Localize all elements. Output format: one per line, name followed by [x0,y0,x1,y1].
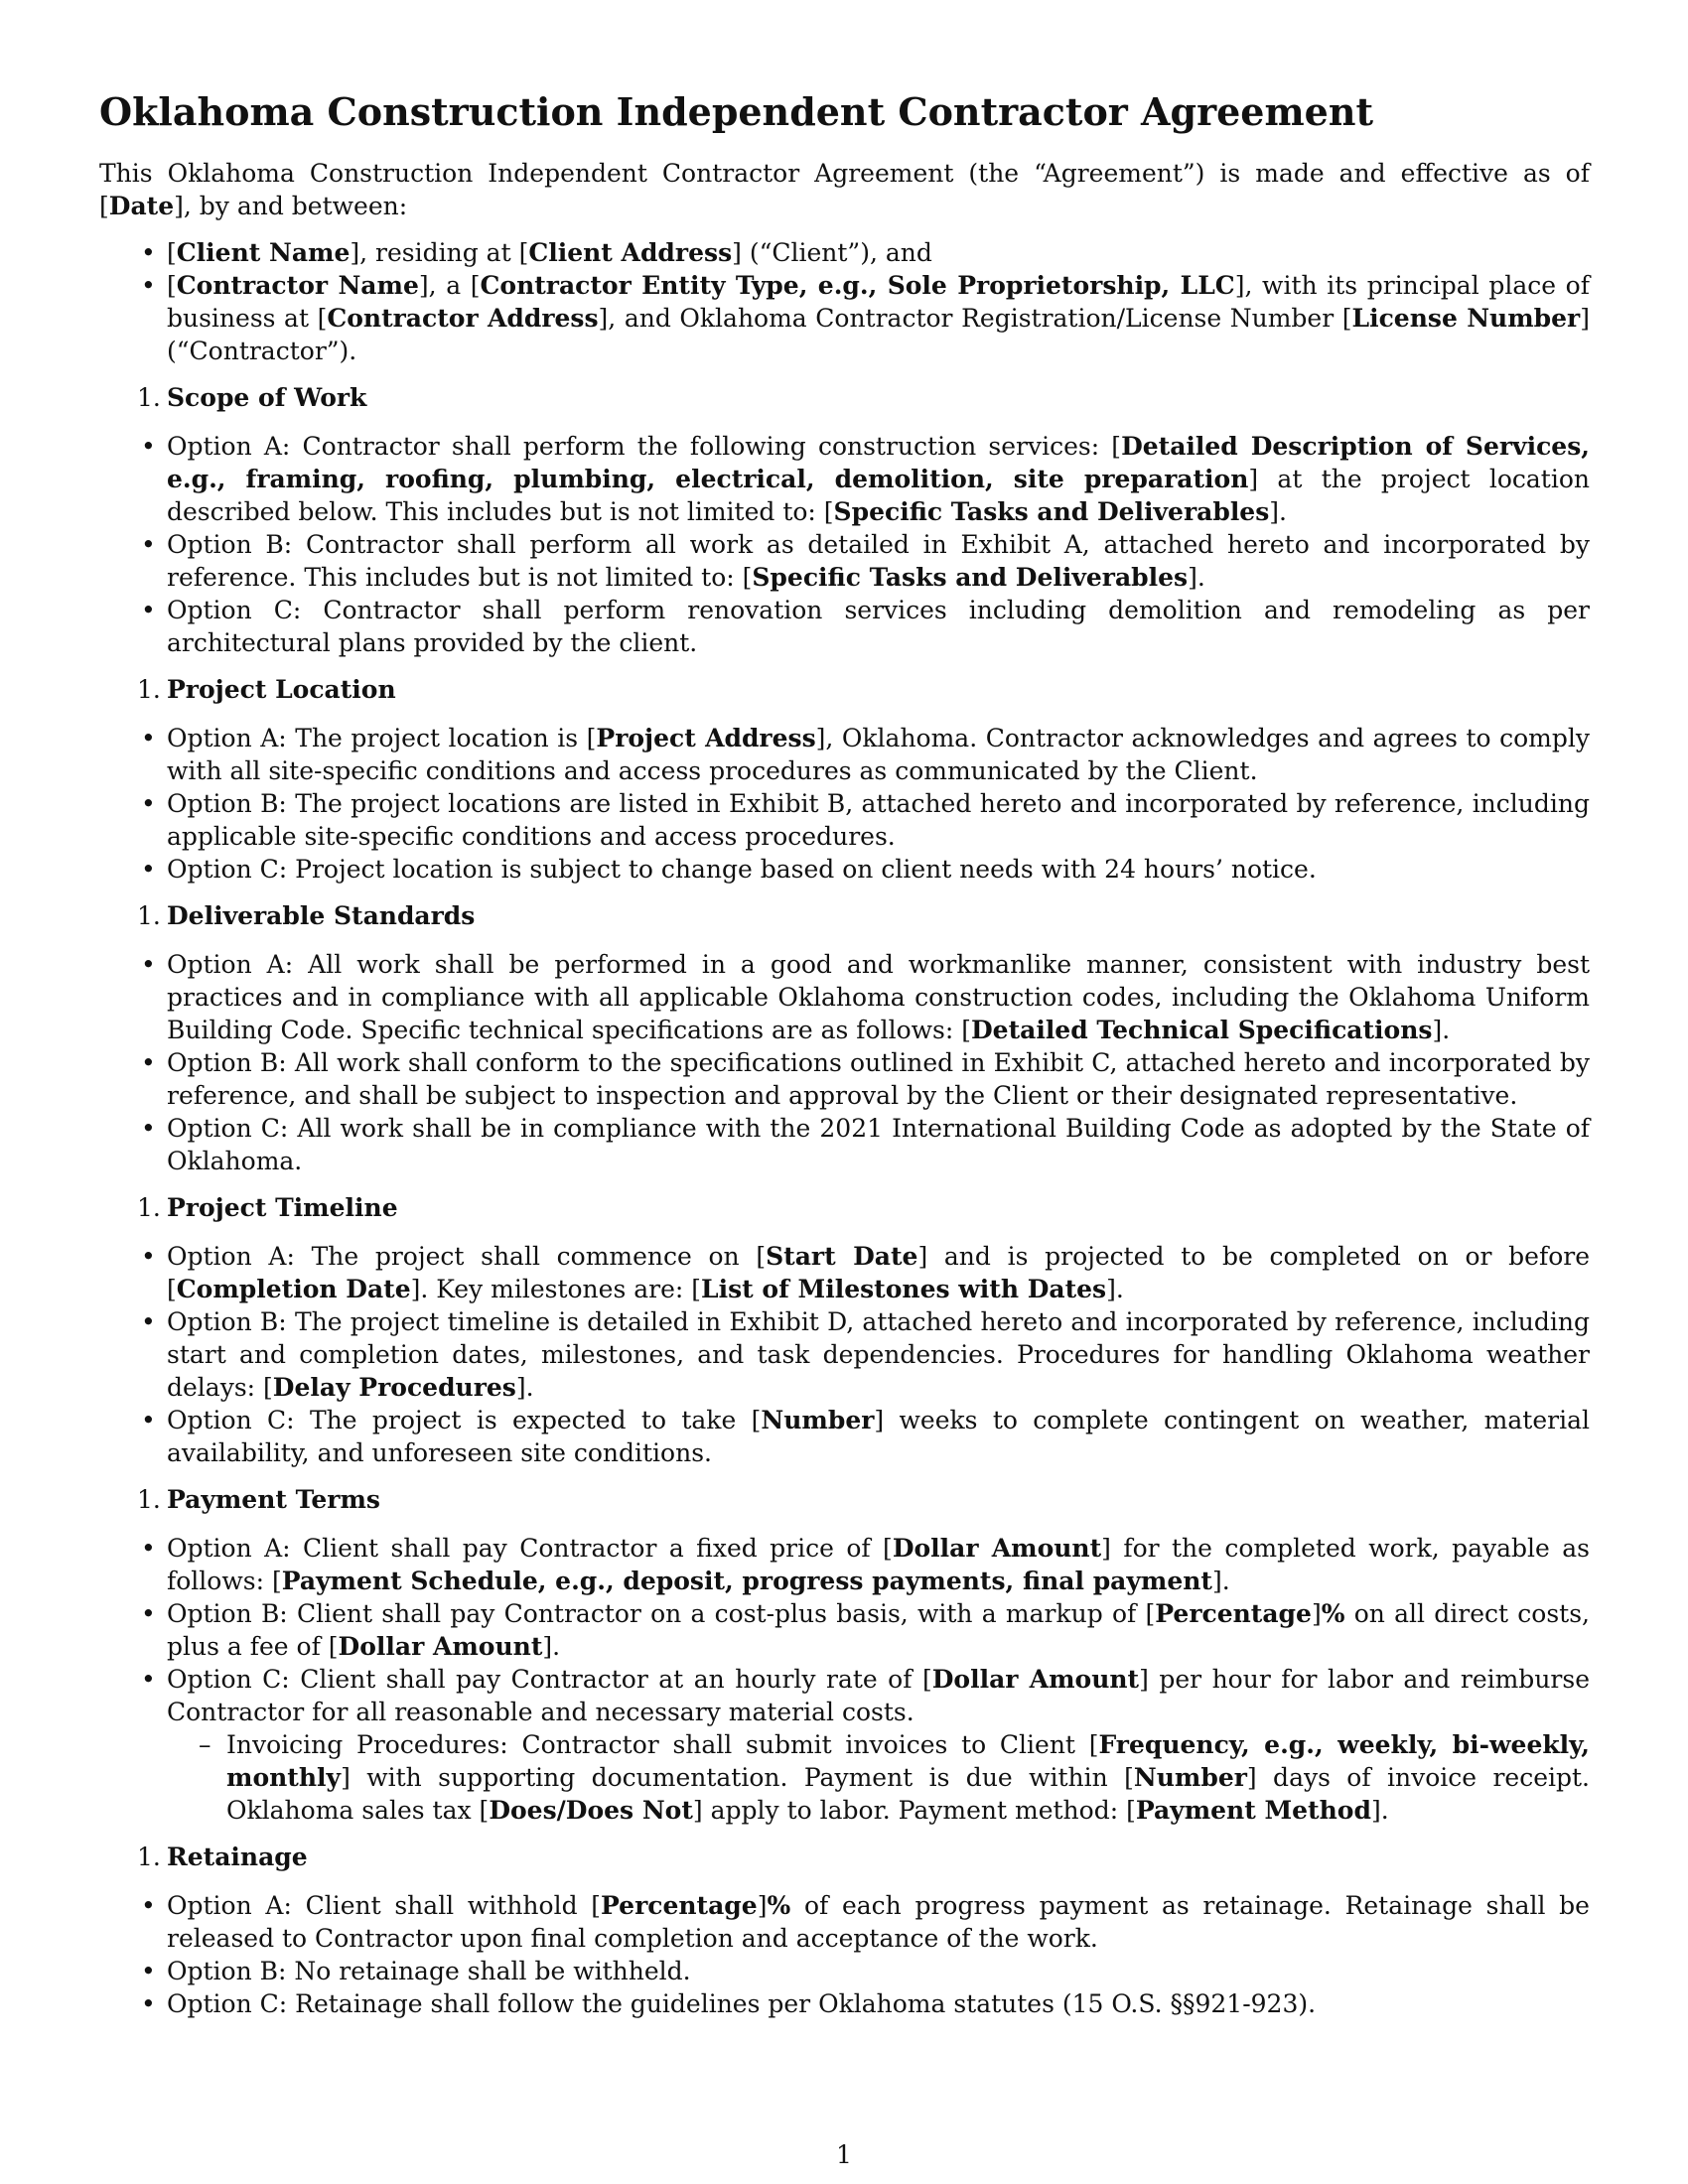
section-heading-location: 1. Project Location [137,675,396,704]
party-contractor: • [Contractor Name], a [Contractor Entity Type, e.g., Sole Proprietorship, LLC], with its principal place of business at [Contractor Address], and Oklahoma Contractor Registration/License Number [License Number] (“Contractor”). [167,269,1590,367]
payment-option-b: • Option B: Client shall pay Contractor on a cost-plus basis, with a markup of [Percentage]% on all direct costs, plus a fee of [Dollar Amount]. [167,1597,1590,1663]
payment-option-c: • Option C: Client shall pay Contractor at an hourly rate of [Dollar Amount] per hour for labor and reimburse Contractor for all reasonable and necessary material costs. – Invoicing Procedures: Contractor shall submit invoices to Client [Frequency, e.g., weekly, bi-weekly, monthly] with supporting documentation. Payment is due within [Number] days of invoice receipt. Oklahoma sales tax [Does/Does Not] apply to labor. Payment method: [Payment Method]. [167,1663,1590,1827]
scope-options [99,430,1590,659]
section-heading-retainage: 1. Retainage [137,1843,308,1871]
document-page [99,87,1590,2034]
location-option-b: • Option B: The project locations are listed in Exhibit B, attached hereto and incorporated by reference, including applicable site-specific conditions and access procedures. [167,787,1590,853]
scope-option-b: • Option B: Contractor shall perform all work as detailed in Exhibit A, attached hereto and incorporated by reference. This includes but is not limited to: [Specific Tasks and Deliverables]. [167,528,1590,594]
section-heading-payment: 1. Payment Terms [137,1485,380,1514]
location-option-c: • Option C: Project location is subject to change based on client needs with 24 hours’ notice. [167,853,1590,886]
payment-subitems [167,1728,1590,1827]
timeline-options [99,1240,1590,1469]
party-client: • [Client Name], residing at [Client Address] (“Client”), and [167,236,1590,269]
parties-list [99,236,1590,367]
standards-option-c: • Option C: All work shall be in compliance with the 2021 International Building Code as adopted by the State of Oklahoma. [167,1112,1590,1177]
standards-option-b: • Option B: All work shall conform to the specifications outlined in Exhibit C, attached hereto and incorporated by reference, and shall be subject to inspection and approval by the Client or their designated representative. [167,1046,1590,1112]
retainage-option-c: • Option C: Retainage shall follow the guidelines per Oklahoma statutes (15 O.S. §§921-923). [167,1987,1590,2020]
scope-option-c: • Option C: Contractor shall perform renovation services including demolition and remodeling as per architectural plans provided by the client. [167,594,1590,659]
retainage-option-a: • Option A: Client shall withhold [Percentage]% of each progress payment as retainage. Retainage shall be released to Contractor upon final completion and acceptance of the work. [167,1889,1590,1955]
retainage-options [99,1889,1590,2020]
document-title: Oklahoma Construction Independent Contractor Agreement [99,89,1374,134]
standards-option-a: • Option A: All work shall be performed in a good and workmanlike manner, consistent with industry best practices and in compliance with all applicable Oklahoma construction codes, including the Oklahoma Uniform Building Code. Specific technical specifications are as follows: [Detailed Technical Specifications]. [167,948,1590,1046]
invoicing-procedures: – Invoicing Procedures: Contractor shall submit invoices to Client [Frequency, e.g., weekly, bi-weekly, monthly] with supporting documentation. Payment is due within [Number] days of invoice receipt. Oklahoma sales tax [Does/Does Not] apply to labor. Payment method: [Payment Method]. [226,1728,1590,1827]
section-heading-scope: 1. Scope of Work [137,383,367,412]
section-heading-timeline: 1. Project Timeline [137,1193,398,1222]
page-number: 1 [836,2140,852,2169]
intro-paragraph: This Oklahoma Construction Independent Contractor Agreement (the “Agreement”) is made and effective as of [Date], by and between: [99,159,1590,220]
payment-option-a: • Option A: Client shall pay Contractor a fixed price of [Dollar Amount] for the completed work, payable as follows: [Payment Schedule, e.g., deposit, progress payments, final payment]. [167,1532,1590,1597]
section-heading-standards: 1. Deliverable Standards [137,901,476,930]
location-options [99,722,1590,886]
retainage-option-b: • Option B: No retainage shall be withheld. [167,1955,1590,1987]
scope-option-a: • Option A: Contractor shall perform the following construction services: [Detailed Description of Services, e.g., framing, roofing, plumbing, electrical, demolition, site preparation] at the project location described below. This includes but is not limited to: [Specific Tasks and Deliverables]. [167,430,1590,528]
standards-options [99,948,1590,1177]
payment-options [99,1532,1590,1827]
timeline-option-b: • Option B: The project timeline is detailed in Exhibit D, attached hereto and incorporated by reference, including start and completion dates, milestones, and task dependencies. Procedures for handling Oklahoma weather delays: [Delay Procedures]. [167,1305,1590,1404]
timeline-option-a: • Option A: The project shall commence on [Start Date] and is projected to be completed on or before [Completion Date]. Key milestones are: [List of Milestones with Dates]. [167,1240,1590,1305]
timeline-option-c: • Option C: The project is expected to take [Number] weeks to complete contingent on weather, material availability, and unforeseen site conditions. [167,1404,1590,1469]
location-option-a: • Option A: The project location is [Project Address], Oklahoma. Contractor acknowledges and agrees to comply with all site-specific conditions and access procedures as communicated by the Client. [167,722,1590,787]
